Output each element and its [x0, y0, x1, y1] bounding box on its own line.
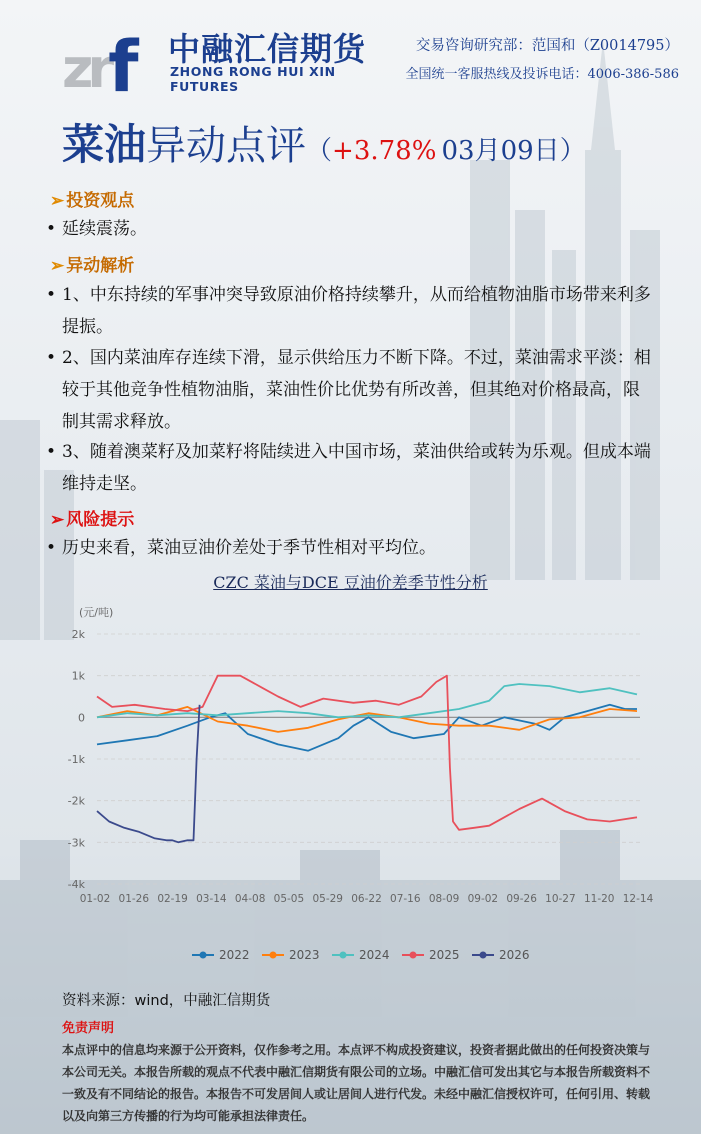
analysis-item-text: 1、中东持续的军事冲突导致原油价格持续攀升，从而给植物油脂市场带来利多提振。	[62, 285, 651, 337]
risk-heading-text: 风险提示	[66, 510, 135, 530]
disclaimer-text: 本点评中的信息均来源于公开资料，仅作参考之用。本点评不构成投资建议，投资者据此做出的任何投资决策与本公司无关。本报告所载的观点不代表中融汇信期货有限公司的立场。中融汇信可发出其它与本报告所载资料不一致及有不同结论的报告。本报告不可发居间人或让居间人进行代发。未经中融汇信授权许可，任何引用、转载以及向第三方传播的行为均可能承担法律责任。	[62, 1043, 651, 1123]
x-tick-label: 05-29	[312, 893, 343, 905]
y-tick-label: 0	[78, 711, 85, 725]
x-tick-label: 01-26	[118, 893, 150, 905]
legend-marker-2025	[410, 952, 417, 959]
series-line-2025	[97, 676, 637, 830]
series-line-2026	[97, 705, 200, 843]
title-label: 异动点评	[146, 123, 307, 169]
x-tick-label: 09-26	[506, 893, 537, 905]
list-item: • 2、国内菜油库存连续下滑，显示供给压力不断下降。不过，菜油需求平淡：相较于其他竞争性植物油脂，菜油性价比优势有所改善，但其绝对价格最高，限制其需求释放。	[46, 342, 658, 438]
logo-english-name: ZHONG RONG HUI XIN FUTURES	[170, 64, 336, 94]
legend-label-2022: 2022	[219, 948, 250, 962]
list-item: • 1、中东持续的军事冲突导致原油价格持续攀升，从而给植物油脂市场带来利多提振。	[46, 279, 658, 343]
legend-label-2023: 2023	[289, 948, 320, 962]
arrow-icon: ➢	[50, 256, 65, 276]
y-tick-label: 2k	[71, 628, 85, 641]
y-tick-label: -3k	[67, 836, 85, 850]
x-tick-label: 08-09	[428, 893, 460, 905]
x-tick-label: 11-20	[583, 893, 615, 905]
chart-title-text: CZC 菜油与DCE 豆油价差季节性分析	[213, 573, 488, 592]
title-product: 菜油	[62, 120, 147, 169]
legend-marker-2022	[200, 952, 207, 959]
y-tick-label: -2k	[67, 794, 85, 808]
view-heading-text: 投资观点	[66, 191, 135, 211]
legend-label-2025: 2025	[429, 948, 460, 962]
list-item: • 历史来看，菜油豆油价差处于季节性相对平均位。	[46, 532, 658, 564]
x-tick-label: 06-22	[351, 893, 382, 905]
arrow-icon: ➢	[50, 510, 65, 530]
x-tick-label: 09-02	[467, 893, 499, 905]
y-tick-label: -4k	[67, 878, 85, 891]
series-line-2022	[97, 705, 637, 751]
x-tick-label: 05-05	[273, 893, 305, 905]
view-item-text: 延续震荡。	[62, 219, 147, 239]
x-tick-label: 10-27	[545, 893, 576, 905]
y-tick-label: 1k	[71, 669, 85, 683]
title-change: +3.78%	[332, 136, 437, 166]
x-tick-label: 02-19	[157, 893, 188, 905]
x-tick-label: 12-14	[622, 893, 654, 905]
title-paren-open: （	[306, 136, 333, 166]
y-axis-label: (元/吨)	[79, 606, 114, 619]
dept-line: 交易咨询研究部：范国和（Z0014795）	[415, 38, 679, 54]
logo-mark: zrf	[62, 26, 133, 108]
analysis-item-text: 3、随着澳菜籽及加菜籽将陆续进入中国市场，菜油供给或转为乐观。但成本端维持走坚。	[62, 442, 651, 494]
data-source: 资料来源：wind，中融汇信期货	[62, 993, 271, 1009]
hotline-line: 全国统一客服热线及投诉电话：4006-386-586	[405, 67, 679, 82]
analysis-heading-text: 异动解析	[66, 256, 135, 276]
list-item: • 延续震荡。	[46, 213, 658, 245]
legend-marker-2024	[340, 952, 347, 959]
x-tick-label: 01-02	[79, 893, 111, 905]
analysis-item-text: 2、国内菜油库存连续下滑，显示供给压力不断下降。不过，菜油需求平淡：相较于其他竞争性植物油脂，菜油性价比优势有所改善，但其绝对价格最高，限制其需求释放。	[62, 348, 651, 432]
logo-chinese-name: 中融汇信期货	[168, 30, 367, 68]
title-date: 03月09日	[441, 136, 560, 166]
x-tick-label: 04-08	[234, 893, 266, 905]
legend-label-2024: 2024	[359, 948, 390, 962]
disclaimer-title: 免责声明	[62, 1021, 115, 1036]
title-paren-close: ）	[559, 136, 586, 166]
list-item: • 3、随着澳菜籽及加菜籽将陆续进入中国市场，菜油供给或转为乐观。但成本端维持走坚。	[46, 436, 658, 500]
legend-label-2026: 2026	[499, 948, 530, 962]
x-tick-label: 07-16	[390, 893, 421, 905]
arrow-icon: ➢	[50, 191, 65, 211]
legend-marker-2026	[480, 952, 487, 959]
y-tick-label: -1k	[67, 753, 85, 766]
legend-marker-2023	[270, 952, 277, 959]
risk-item-text: 历史来看，菜油豆油价差处于季节性相对平均位。	[62, 538, 436, 558]
x-tick-label: 03-14	[196, 893, 227, 905]
